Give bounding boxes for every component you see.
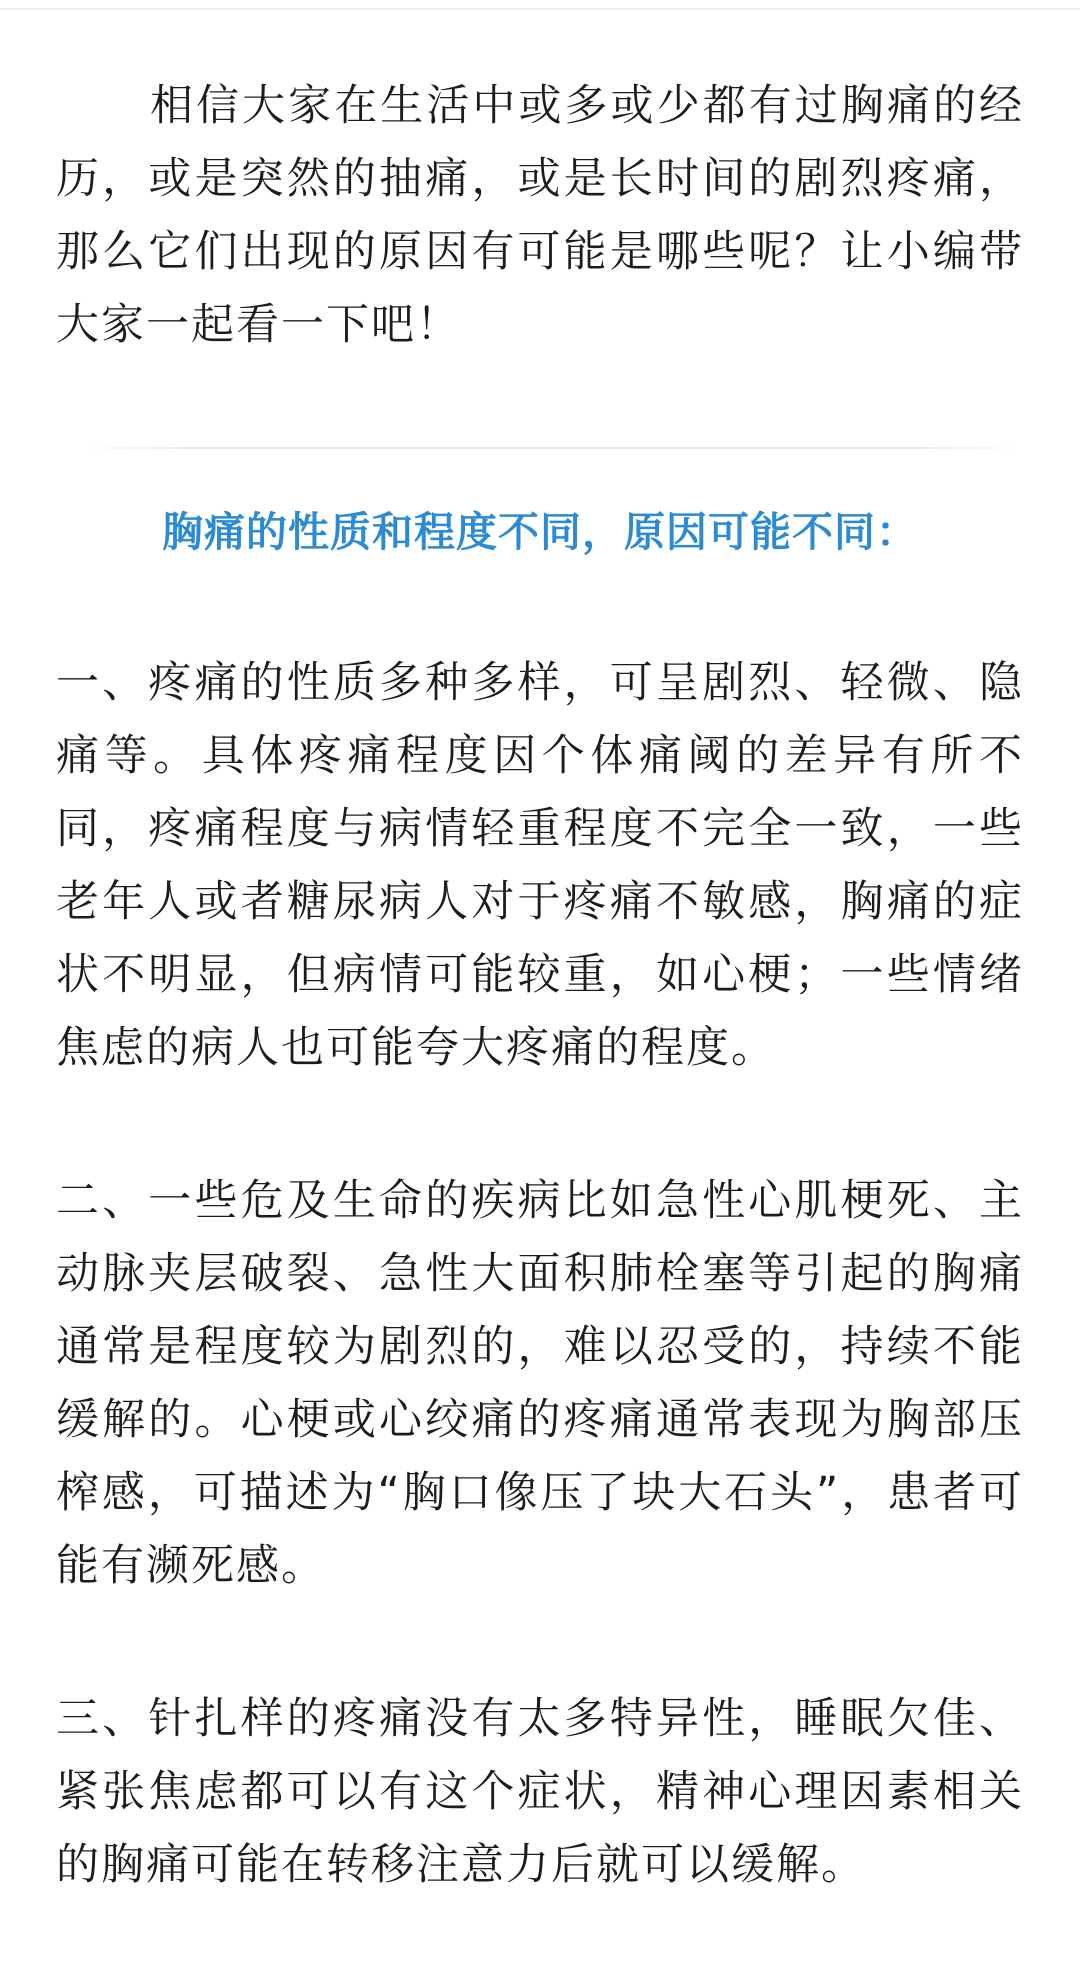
top-divider <box>0 8 1080 10</box>
section-divider <box>80 447 1024 449</box>
section-paragraph-1: 一、疼痛的性质多种多样，可呈剧烈、轻微、隐痛等。具体疼痛程度因个体痛阈的差异有所不同，疼痛程度与病情轻重程度不完全一致，一些老年人或者糖尿病人对于疼痛不敏感，胸痛的症状不明显，但病情可能较重，如心梗；一些情绪焦虑的病人也可能夸大疼痛的程度。 <box>56 658 1024 1073</box>
section-subheading: 胸痛的性质和程度不同，原因可能不同： <box>162 508 918 556</box>
article-body <box>56 70 1024 1902</box>
section-paragraph-2: 二、一些危及生命的疾病比如急性心肌梗死、主动脉夹层破裂、急性大面积肺栓塞等引起的胸痛通常是程度较为剧烈的，难以忍受的，持续不能缓解的。心梗或心绞痛的疼痛通常表现为胸部压榨感，可描述为“胸口像压了块大石头”，患者可能有濒死感。 <box>56 1176 1024 1591</box>
intro-paragraph: 相信大家在生活中或多或少都有过胸痛的经历，或是突然的抽痛，或是长时间的剧烈疼痛，那么它们出现的原因有可能是哪些呢？让小编带大家一起看一下吧！ <box>56 81 1024 350</box>
section-paragraph-3: 三、针扎样的疼痛没有太多特异性，睡眠欠佳、紧张焦虑都可以有这个症状，精神心理因素相关的胸痛可能在转移注意力后就可以缓解。 <box>56 1694 1024 1890</box>
